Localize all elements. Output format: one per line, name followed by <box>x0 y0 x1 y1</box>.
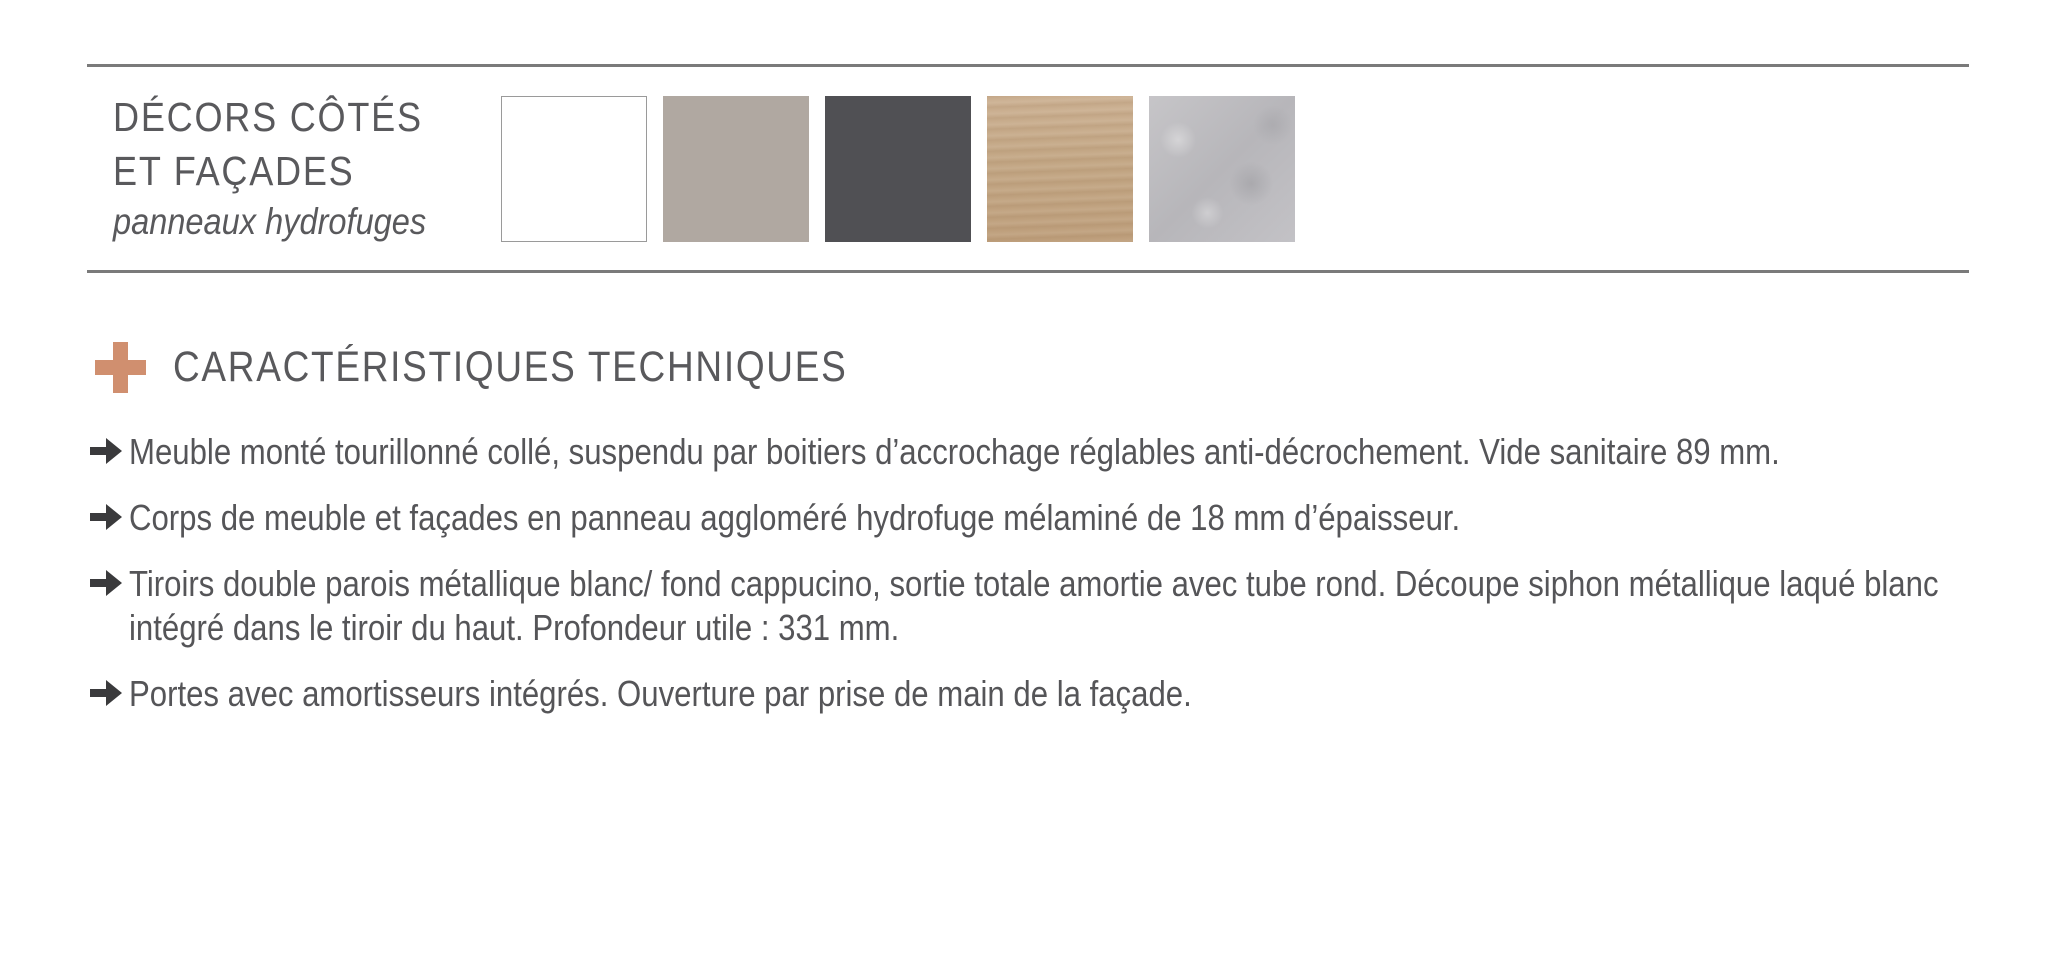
decor-heading <box>113 90 473 246</box>
spec-list <box>88 430 1978 738</box>
spec-text: Portes avec amortisseurs intégrés. Ouverture par prise de main de la façade. <box>129 673 1192 714</box>
spec-item <box>88 496 1978 540</box>
spec-text: Corps de meuble et façades en panneau aggloméré hydrofuge mélaminé de 18 mm d’épaisseur. <box>129 497 1461 538</box>
swatch-oak <box>987 96 1133 242</box>
decor-title-line2: ET FAÇADES <box>113 148 355 194</box>
swatch-anthracite <box>825 96 971 242</box>
decor-title-line1: DÉCORS CÔTÉS <box>113 94 423 140</box>
plus-icon <box>95 342 146 393</box>
technical-title: CARACTÉRISTIQUES TECHNIQUES <box>173 343 848 391</box>
spec-text: Tiroirs double parois métallique blanc/ fond cappucino, sortie totale amortie avec tube rond. Découpe siphon métallique laqué blanc intégré dans le tiroir du haut. Profondeur utile : 331 mm. <box>129 563 1939 648</box>
top-divider <box>87 64 1969 67</box>
spec-item <box>88 430 1978 474</box>
spec-item <box>88 562 1978 650</box>
arrow-right-icon <box>88 500 124 534</box>
spec-item <box>88 672 1978 716</box>
arrow-right-icon <box>88 566 124 600</box>
arrow-right-icon <box>88 676 124 710</box>
technical-header <box>95 340 957 394</box>
swatch-white <box>501 96 647 242</box>
decor-swatches <box>501 96 1295 242</box>
spec-text: Meuble monté tourillonné collé, suspendu par boitiers d’accrochage réglables anti-décrochement. Vide sanitaire 89 mm. <box>129 431 1780 472</box>
arrow-right-icon <box>88 434 124 468</box>
decor-subtitle: panneaux hydrofuges <box>113 201 427 242</box>
bottom-divider <box>87 270 1969 273</box>
swatch-cappuccino <box>663 96 809 242</box>
swatch-concrete <box>1149 96 1295 242</box>
